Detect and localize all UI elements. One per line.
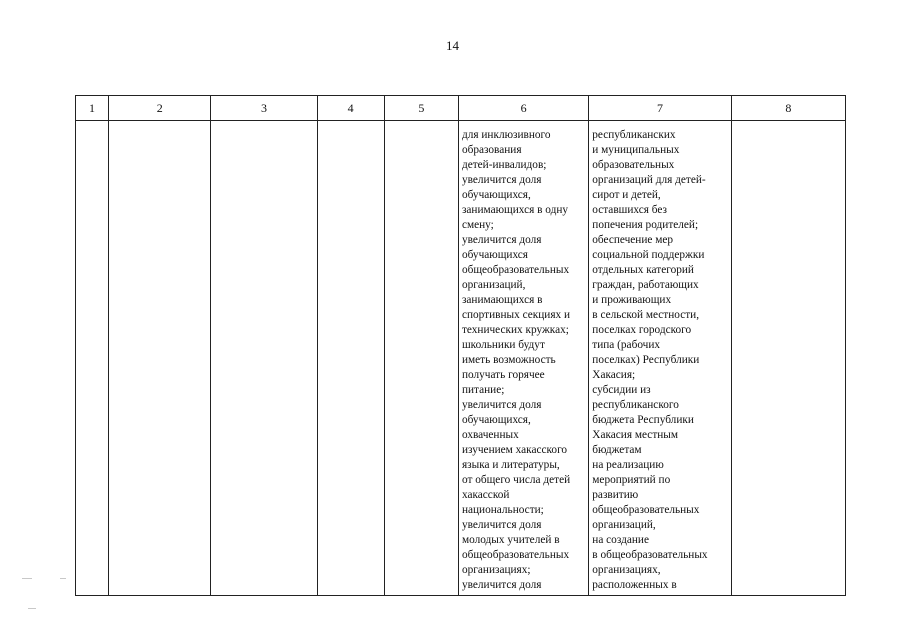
- column-header-4: 4: [317, 96, 384, 121]
- cell-text-col-8: [732, 121, 845, 128]
- cell-text-col-6: для инклюзивного образования детей-инвалидов; увеличится доля обучающихся, занимающихся в одну смену; увеличится доля обучающихся общеобразовательных организаций, занимающихся в спортивных секциях и технических кружках; школьники будут иметь возможность получать горячее питание; увеличится доля обучающихся, охваченных изучением хакасского языка и литературы, от общего числа детей хакасской национальности; увеличится доля молодых учителей в общеобразовательных организациях; увеличится доля: [461, 129, 571, 591]
- column-header-3: 3: [211, 96, 317, 121]
- cell-text-col-2: [109, 121, 210, 128]
- cell-text-col-7: республиканских и муниципальных образовательных организаций для детей- сирот и детей, оставшихся без попечения родителей; обеспечение мер социальной поддержки отдельных категорий граждан, работающих и проживающих в сельской местности, поселках городского типа (рабочих поселках) Республики Хакасия; субсидии из республиканского бюджета Республики Хакасия местным бюджетам на реализацию мероприятий по развитию общеобразовательных организаций, на создание в общеобразовательных организациях, расположенных в: [592, 129, 708, 591]
- cell-text-col-5: [385, 121, 458, 128]
- column-header-1: 1: [76, 96, 109, 121]
- cell-col-7: [589, 121, 731, 596]
- scan-artifact: [22, 578, 32, 579]
- cell-col-1: [76, 121, 109, 596]
- cell-col-6: [458, 121, 588, 596]
- cell-col-5: [384, 121, 458, 596]
- column-header-5: 5: [384, 96, 458, 121]
- cell-col-2: [109, 121, 211, 596]
- cell-text-col-4: [318, 121, 384, 128]
- column-header-2: 2: [109, 96, 211, 121]
- header-row: [76, 96, 846, 121]
- column-header-8: 8: [731, 96, 845, 121]
- table-row: [76, 121, 846, 596]
- cell-col-8: [731, 121, 845, 596]
- cell-text-col-1: [76, 121, 108, 128]
- column-header-7: 7: [589, 96, 731, 121]
- cell-col-3: [211, 121, 317, 596]
- page-number: 14: [446, 38, 459, 53]
- column-header-6: 6: [458, 96, 588, 121]
- scan-artifact: [28, 608, 36, 609]
- cell-col-4: [317, 121, 384, 596]
- program-table: [75, 95, 846, 596]
- scan-artifact: [60, 578, 66, 579]
- cell-text-col-3: [211, 121, 316, 128]
